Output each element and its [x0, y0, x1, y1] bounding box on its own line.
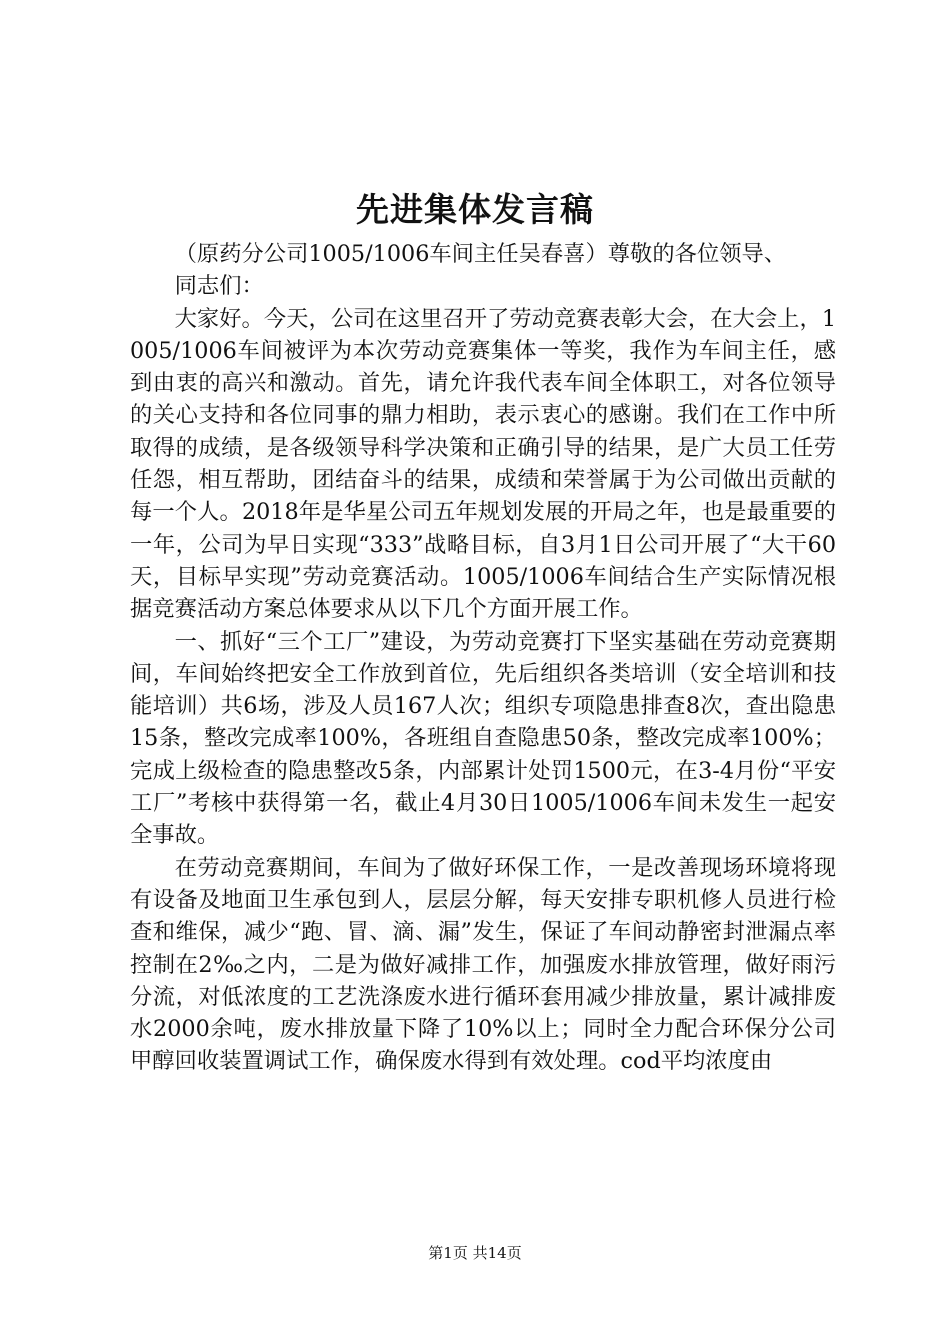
body-paragraph: 一、抓好“三个工厂”建设，为劳动竞赛打下坚实基础在劳动竞赛期间，车间始终把安全工作放到首位，先后组织各类培训（安全培训和技能培训）共6场，涉及人员167人次；组织专项隐患排查8次，查出隐患15条，整改完成率100%，各班组自查隐患50条，整改完成率100%；完成上级检查的隐患整改5条，内部累计处罚1500元，在3-4月份“平安工厂”考核中获得第一名，截止4月30日1005/1006车间未发生一起安全事故。	[130, 628, 836, 849]
body-paragraph: 大家好。今天，公司在这里召开了劳动竞赛表彰大会，在大会上，1005/1006车间被评为本次劳动竞赛集体一等奖，我作为车间主任，感到由衷的高兴和激动。首先，请允许我代表车间全体职工，对各位领导的关心支持和各位同事的鼎力相助，表示衷心的感谢。我们在工作中所取得的成绩，是各级领导科学决策和正确引导的结果，是广大员工任劳任怨，相互帮助，团结奋斗的结果，成绩和荣誉属于为公司做出贡献的每一个人。2018年是华星公司五年规划发展的开局之年，也是最重要的一年，公司为早日实现“333”战略目标，自3月1日公司开展了“大干60天，目标早实现”劳动竞赛活动。1005/1006车间结合生产实际情况根据竞赛活动方案总体要求从以下几个方面开展工作。	[130, 305, 836, 623]
body-paragraph: 同志们：	[174, 273, 264, 300]
document-body	[130, 238, 836, 1078]
document-title: 先进集体发言稿	[356, 190, 594, 229]
body-paragraph: （原药分公司1005/1006车间主任吴春喜）尊敬的各位领导、	[174, 241, 787, 267]
body-paragraph: 在劳动竞赛期间，车间为了做好环保工作，一是改善现场环境将现有设备及地面卫生承包到人，层层分解，每天安排专职机修人员进行检查和维保，减少“跑、冒、滴、漏”发生，保证了车间动静密封泄漏点率控制在2‰之内，二是为做好减排工作，加强废水排放管理，做好雨污分流，对低浓度的工艺洗涤废水进行循环套用减少排放量，累计减排废水2000余吨，废水排放量下降了10%以上；同时全力配合环保分公司甲醇回收装置调试工作，确保废水得到有效处理。cod平均浓度由	[130, 854, 836, 1075]
page-footer: 第1页 共14页	[428, 1244, 522, 1262]
